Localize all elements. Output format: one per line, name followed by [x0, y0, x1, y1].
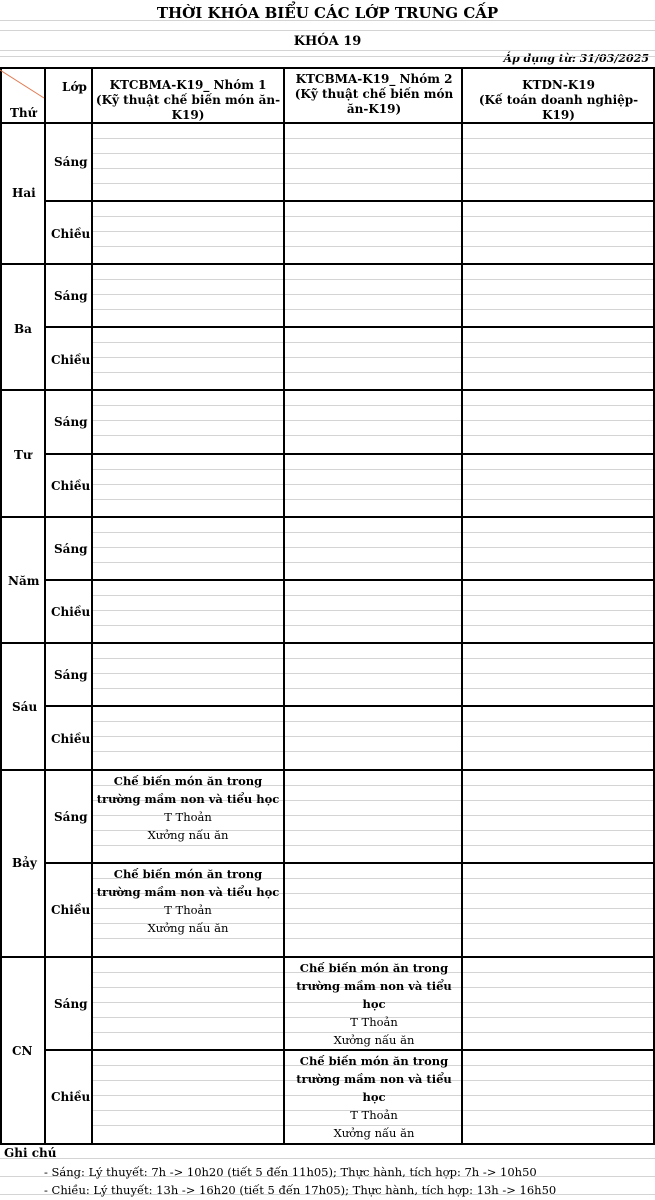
cell-gridline	[92, 342, 654, 343]
session-morning-thu: Sáng	[54, 542, 88, 556]
day-row-border	[0, 642, 655, 644]
cell-gridline	[92, 610, 654, 611]
column-code: KTCBMA-K19_ Nhóm 2	[295, 72, 453, 86]
day-label-sat: Bảy	[12, 856, 37, 870]
cell-gridline	[92, 595, 654, 596]
session-morning-mon: Sáng	[54, 155, 88, 169]
cell-gridline	[92, 625, 654, 626]
teacher: T Thoản	[164, 810, 212, 824]
cell-gridline	[92, 420, 654, 421]
cell-gridline	[92, 469, 654, 470]
session-afternoon-sun: Chiều	[51, 1090, 91, 1104]
cell-gridline	[92, 279, 654, 280]
subject: Chế biến món ăn trong trường mầm non và tiểu học	[296, 961, 452, 1011]
cell-gridline	[92, 938, 654, 939]
subject: Chế biến món ăn trong trường mầm non và tiểu học	[96, 867, 280, 899]
session-afternoon-fri: Chiều	[51, 732, 91, 746]
session-afternoon-sat: Chiều	[51, 903, 91, 917]
day-label-tue: Ba	[14, 322, 32, 336]
room: Xưởng nấu ăn	[333, 1126, 415, 1140]
cell-gridline	[92, 673, 654, 674]
session-row-border	[44, 326, 655, 328]
day-label-wed: Tư	[14, 448, 32, 462]
session-row-border	[44, 862, 655, 864]
teacher: T Thoản	[350, 1015, 398, 1029]
column-name: (Kỹ thuật chế biến món ăn-K19)	[294, 87, 454, 116]
day-label-fri: Sáu	[12, 700, 38, 714]
teacher: T Thoản	[164, 903, 212, 917]
day-row-border	[0, 769, 655, 771]
column-header-1	[92, 78, 284, 123]
room: Xưởng nấu ăn	[333, 1033, 415, 1047]
session-row-border	[44, 1049, 655, 1051]
subject: Chế biến món ăn trong trường mầm non và tiểu học	[96, 774, 280, 806]
day-row-border	[0, 389, 655, 391]
column-name: (Kỹ thuật chế biến món ăn-K19)	[95, 93, 281, 122]
column-header-2	[286, 72, 462, 117]
day-label-thu: Năm	[8, 574, 40, 588]
session-morning-fri: Sáng	[54, 668, 88, 682]
cell-gridline	[92, 658, 654, 659]
cell-gridline	[92, 168, 654, 169]
schedule-entry-sat-afternoon	[94, 865, 282, 937]
session-afternoon-tue: Chiều	[51, 353, 91, 367]
column-header-3	[464, 78, 653, 123]
session-afternoon-thu: Chiều	[51, 605, 91, 619]
schedule-entry-sat-morning	[94, 772, 282, 844]
session-row-border	[44, 705, 655, 707]
cell-gridline	[92, 246, 654, 247]
cell-gridline	[92, 231, 654, 232]
cell-gridline	[92, 751, 654, 752]
session-column-border	[91, 67, 93, 1145]
cell-gridline	[92, 405, 654, 406]
cell-gridline	[92, 484, 654, 485]
applied-date: Áp dụng từ: 31/03/2025	[503, 52, 649, 65]
notes-title: Ghi chú	[4, 1146, 57, 1160]
column-border-2	[461, 67, 463, 1145]
sheet-gridline	[0, 30, 655, 31]
day-label-mon: Hai	[12, 186, 36, 200]
schedule-entry-sun-morning	[288, 959, 460, 1049]
cell-gridline	[92, 153, 654, 154]
table-border-top	[0, 67, 655, 69]
header-day-label: Thứ	[10, 106, 37, 120]
teacher: T Thoản	[350, 1108, 398, 1122]
day-row-border	[0, 1143, 655, 1145]
sheet-gridline	[0, 1158, 655, 1159]
page-subtitle: KHÓA 19	[293, 34, 362, 49]
column-border-1	[283, 67, 285, 1145]
cell-gridline	[92, 372, 654, 373]
page-title: THỜI KHÓA BIỂU CÁC LỚP TRUNG CẤP	[156, 4, 499, 22]
session-row-border	[44, 579, 655, 581]
day-row-border	[0, 263, 655, 265]
cell-gridline	[92, 309, 654, 310]
table-border-left	[0, 67, 2, 1145]
subject: Chế biến món ăn trong trường mầm non và tiểu học	[296, 1054, 452, 1104]
session-morning-tue: Sáng	[54, 289, 88, 303]
room: Xưởng nấu ăn	[147, 828, 229, 842]
cell-gridline	[92, 736, 654, 737]
cell-gridline	[92, 845, 654, 846]
cell-gridline	[92, 216, 654, 217]
cell-gridline	[92, 688, 654, 689]
session-afternoon-wed: Chiều	[51, 479, 91, 493]
header-class-label: Lớp	[62, 80, 87, 94]
cell-gridline	[92, 183, 654, 184]
cell-gridline	[92, 721, 654, 722]
cell-gridline	[92, 499, 654, 500]
session-morning-sun: Sáng	[54, 997, 88, 1011]
cell-gridline	[92, 547, 654, 548]
cell-gridline	[92, 294, 654, 295]
room: Xưởng nấu ăn	[147, 921, 229, 935]
note-line-morning: - Sáng: Lý thuyết: 7h -> 10h20 (tiết 5 đến 11h05); Thực hành, tích hợp: 7h -> 10h50	[44, 1165, 537, 1179]
sheet-gridline	[0, 50, 655, 51]
cell-gridline	[92, 357, 654, 358]
sheet-gridline	[0, 56, 655, 57]
column-name: (Kế toán doanh nghiệp-K19)	[478, 93, 639, 122]
cell-gridline	[92, 138, 654, 139]
note-line-afternoon: - Chiều: Lý thuyết: 13h -> 16h20 (tiết 5 đến 17h05); Thực hành, tích hợp: 13h -> 16h50	[44, 1183, 557, 1197]
session-row-border	[44, 453, 655, 455]
session-morning-wed: Sáng	[54, 415, 88, 429]
session-row-border	[44, 200, 655, 202]
session-afternoon-mon: Chiều	[51, 227, 91, 241]
day-label-sun: CN	[12, 1044, 33, 1058]
sheet-gridline	[0, 20, 655, 21]
column-code: KTDN-K19	[522, 78, 595, 92]
day-row-border	[0, 956, 655, 958]
cell-gridline	[92, 435, 654, 436]
cell-gridline	[92, 532, 654, 533]
schedule-entry-sun-afternoon	[288, 1052, 460, 1142]
day-row-border	[0, 516, 655, 518]
day-column-border	[44, 67, 46, 1145]
column-code: KTCBMA-K19_ Nhóm 1	[109, 78, 267, 92]
session-morning-sat: Sáng	[54, 810, 88, 824]
cell-gridline	[92, 562, 654, 563]
